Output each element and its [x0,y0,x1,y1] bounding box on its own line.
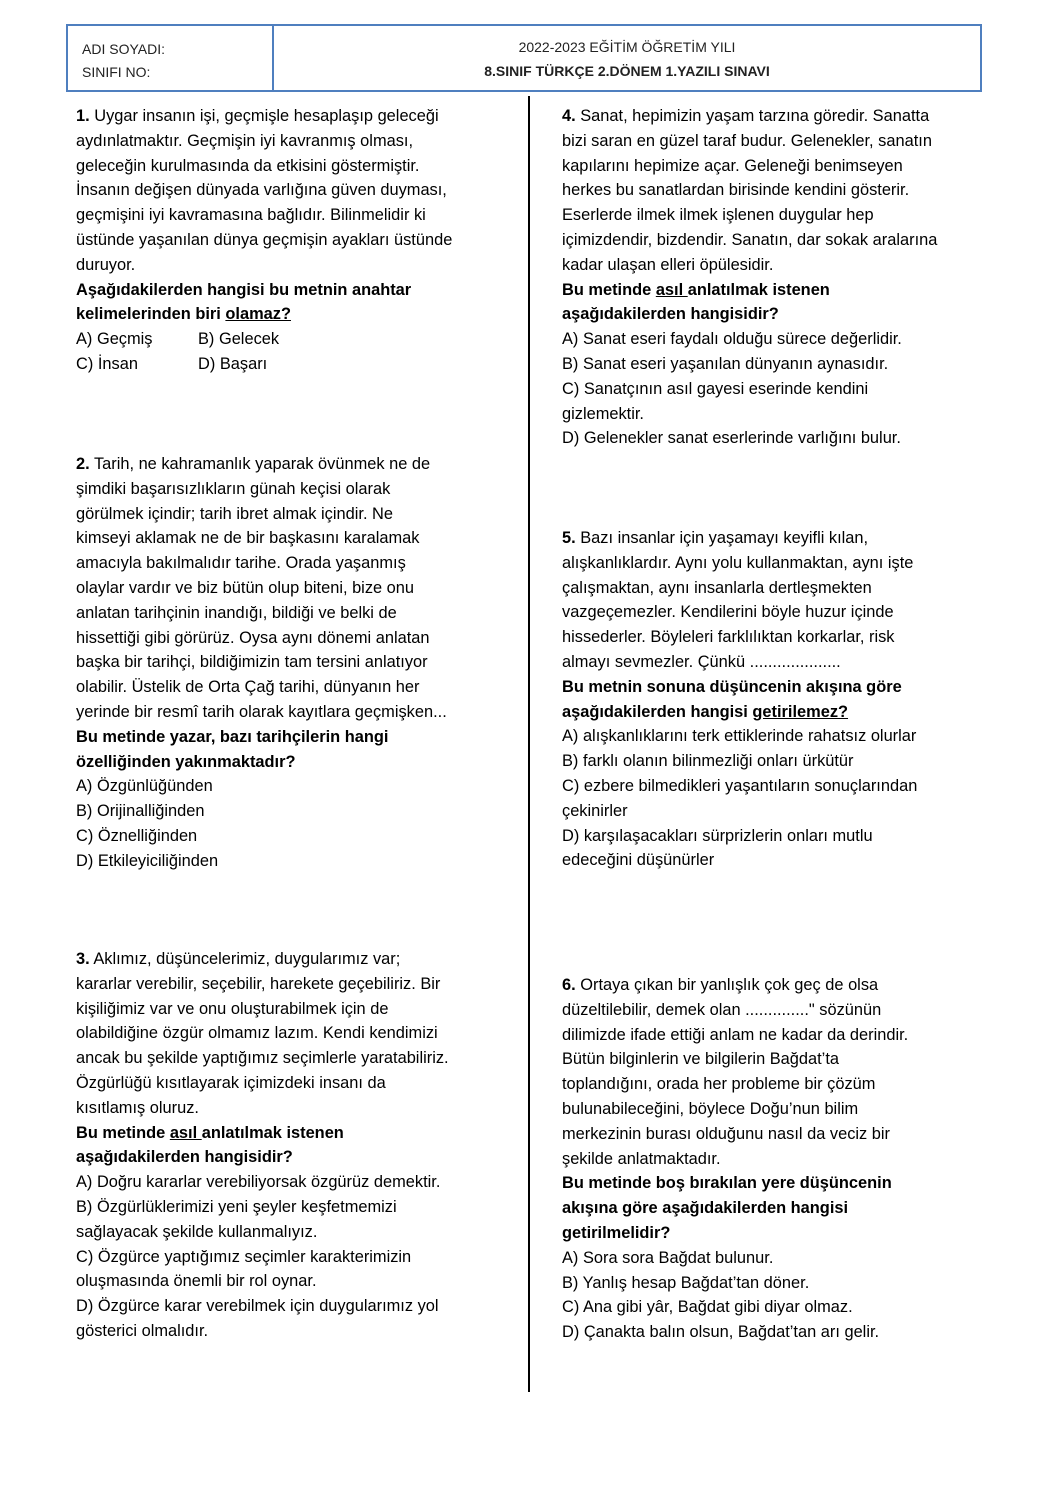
year-line: 2022-2023 EĞİTİM ÖĞRETİM YILI [518,39,736,55]
options-row [76,327,452,352]
answer-option-cont[interactable]: çekinirler [562,801,628,820]
passage-line: duruyor. [76,255,136,274]
passage-line: Bütün bilginlerin ve bilgilerin Bağdat’ta [562,1050,839,1069]
passage-line: çalışmaktan, aynı insanlarla dertleşmekten [562,578,872,597]
answer-option[interactable]: D) Özgürce karar verebilmek için duygularımız yol [76,1297,439,1316]
answer-option[interactable]: B) farklı olanın bilinmezliği onları ürkütür [562,752,854,771]
question-prompt: Bu metinde asıl anlatılmak istenen [562,280,830,299]
passage-line: yerinde bir resmî tarih olarak kayıtlara geçmişken... [76,702,447,721]
passage-line: İnsanın değişen dünyada varlığına güven duyması, [76,181,447,200]
passage-line: olabilir. Üstelik de Orta Çağ tarihi, dünyanın her [76,678,420,697]
passage-line: üstünde yaşanılan dünya geçmişin ayakları üstünde [76,230,453,249]
passage-line: Eserlerde ilmek ilmek işlenen duygular hep [562,206,874,225]
answer-option-cont[interactable]: sağlayacak şekilde kullanmalıyız. [76,1222,318,1241]
question-5 [562,526,917,873]
answer-option[interactable]: A) Özgünlüğünden [76,777,213,796]
question-prompt: Bu metinde yazar, bazı tarihçilerin hangi [76,727,389,746]
answer-option[interactable]: C) Sanatçının asıl gayesi eserinde kendini [562,379,869,398]
answer-option-cont[interactable]: oluşmasında önemli bir rol oynar. [76,1272,317,1291]
student-info [68,26,274,90]
question-prompt: aşağıdakilerden hangisidir? [76,1148,293,1167]
question-prompt: aşağıdakilerden hangisi getirilemez? [562,702,849,721]
passage-line: kadar ulaşan elleri öpülesidir. [562,255,774,274]
answer-option[interactable]: B) Sanat eseri yaşanılan dünyanın aynasıdır. [562,354,889,373]
class-label: SINIFI NO: [82,64,151,80]
exam-info [274,26,980,90]
passage-line: içimizdendir, bizdendir. Sanatın, dar sokak aralarına [562,230,938,249]
name-label: ADI SOYADI: [82,41,165,57]
passage-line: toplandığını, orada her probleme bir çözüm [562,1075,876,1094]
question-2 [76,452,447,874]
question-prompt: Bu metinde asıl anlatılmak istenen [76,1123,344,1142]
passage-line: hissederler. Böyleleri farklılıktan korkarlar, risk [562,628,895,647]
answer-option-cont[interactable]: gizlemektir. [562,404,644,423]
passage-line: bizi saran en güzel taraf budur. Gelenekler, sanatın [562,131,932,150]
answer-option-cont[interactable]: gösterici olmalıdır. [76,1321,209,1340]
answer-option[interactable]: A) alışkanlıklarını terk ettiklerinde rahatsız olurlar [562,727,917,746]
answer-option[interactable]: D) Etkileyiciliğinden [76,851,219,870]
answer-option[interactable]: A) Geçmiş [76,330,153,349]
passage-line: Sanat, hepimizin yaşam tarzına göredir. Sanatta [580,107,930,125]
answer-option[interactable]: B) Gelecek [198,330,280,349]
exam-title: 8.SINIF TÜRKÇE 2.DÖNEM 1.YAZILI SINAVI [484,63,770,79]
passage-line: herkes bu sanatlardan birisinde kendini gösterir. [562,181,910,200]
passage-line: kişiliğimiz var ve onu oluşturabilmek için de [76,999,389,1018]
passage-line: kapılarını hepimize açar. Geleneği benimseyen [562,156,903,175]
answer-option[interactable]: A) Sanat eseri faydalı olduğu sürece değerlidir. [562,330,902,349]
answer-option[interactable]: C) Özgürce yaptığımız seçimler karakterimizin [76,1247,412,1266]
passage-line: kararlar verebilir, seçebilir, harekete geçebiliriz. Bir [76,974,441,993]
question-number: 6. [562,976,576,994]
passage-line: geleceğin kurulmasında da etkisini göstermiştir. [76,156,420,175]
answer-option[interactable]: B) Özgürlüklerimizi yeni şeyler keşfetmemizi [76,1197,397,1216]
answer-option[interactable]: D) karşılaşacakları sürprizlerin onları mutlu [562,826,873,845]
passage-line: bulunabileceğini, böylece Doğu’nun bilim [562,1099,859,1118]
answer-option[interactable]: D) Gelenekler sanat eserlerinde varlığını bulur. [562,429,901,448]
question-1 [76,104,452,377]
question-number: 1. [76,107,90,125]
passage-line: olaylar vardır ve biz bütün olup biteni, bize onu [76,578,415,597]
passage-line: amacıyla bakılmalıdır tarihe. Orada yaşanmış [76,554,406,573]
question-number: 5. [562,529,576,547]
options-row [76,352,452,377]
question-4 [562,104,937,451]
answer-option[interactable]: C) Ana gibi yâr, Bağdat gibi diyar olmaz. [562,1298,853,1317]
passage-line: görülmek içindir; tarih ibret almak içindir. Ne [76,504,393,523]
answer-option[interactable]: A) Doğru kararlar verebiliyorsak özgürüz demektir. [76,1173,441,1192]
question-6 [562,973,908,1345]
answer-option[interactable]: C) Öznelliğinden [76,826,198,845]
question-prompt: Bu metnin sonuna düşüncenin akışına göre [562,677,902,696]
passage-line: düzeltilebilir, demek olan .............." sözünün [562,1000,882,1019]
question-prompt: kelimelerinden biri olamaz? [76,305,291,324]
question-prompt: özelliğinden yakınmaktadır? [76,752,296,771]
passage-line: Uygar insanın işi, geçmişle hesaplaşıp geleceği [94,107,439,125]
question-prompt: Aşağıdakilerden hangisi bu metnin anahtar [76,280,412,299]
passage-line: dilimizde ifade ettiği anlam ne kadar da derindir. [562,1025,909,1044]
passage-line: hissettiği gibi görürüz. Oysa aynı dönemi anlatan [76,628,430,647]
passage-line: anlatan tarihçinin inandığı, bildiği ve belki de [76,603,397,622]
passage-line: kısıtlamış oluruz. [76,1098,199,1117]
passage-line: olabildiğine özgür olmamız lazım. Kendi kendimizi [76,1024,438,1043]
passage-line: merkezinin burası olduğunu nasıl da veciz bir [562,1124,890,1143]
passage-line: başka bir tarihçi, bildiğimizin tam tersini anlatıyor [76,653,428,672]
answer-option[interactable]: B) Yanlış hesap Bağdat’tan döner. [562,1273,810,1292]
passage-line: vazgeçemezler. Kendilerini böyle huzur içinde [562,603,894,622]
answer-option[interactable]: D) Başarı [198,354,268,373]
passage-line: aydınlatmaktır. Geçmişin iyi kavranmış olması, [76,131,414,150]
question-prompt: akışına göre aşağıdakilerden hangisi [562,1199,849,1218]
answer-option[interactable]: B) Orijinalliğinden [76,802,205,821]
question-prompt: aşağıdakilerden hangisidir? [562,305,779,324]
answer-option[interactable]: C) İnsan [76,354,138,373]
column-divider [528,96,530,1392]
question-number: 2. [76,455,90,473]
passage-line: şekilde anlatmaktadır. [562,1149,721,1168]
question-prompt: getirilmelidir? [562,1223,671,1242]
passage-line: Tarih, ne kahramanlık yaparak övünmek ne de [93,455,431,473]
answer-option[interactable]: A) Sora sora Bağdat bulunur. [562,1248,774,1267]
header-box [66,24,982,92]
passage-line: ancak bu şekilde yaptığımız seçimlerle yaratabiliriz. [76,1049,449,1068]
passage-line: Bazı insanlar için yaşamayı keyifli kılan, [580,529,869,547]
question-number: 4. [562,107,576,125]
question-prompt: Bu metinde boş bırakılan yere düşüncenin [562,1174,892,1193]
passage-line: geçmişini iyi kavramasına bağlıdır. Bilinmelidir ki [76,206,426,225]
answer-option-cont[interactable]: edeceğini düşünürler [562,851,715,870]
question-number: 3. [76,950,90,968]
passage-line: alışkanlıklardır. Aynı yolu kullanmaktan, aynı işte [562,553,914,572]
passage-line: şimdiki başarısızlıkların günah keçisi olarak [76,479,391,498]
answer-option[interactable]: C) ezbere bilmedikleri yaşantıların sonuçlarından [562,776,918,795]
answer-option[interactable]: D) Çanakta balın olsun, Bağdat’tan arı gelir. [562,1323,880,1342]
passage-line: almayı sevmezler. Çünkü .................... [562,652,841,671]
passage-line: Özgürlüğü kısıtlayarak içimizdeki insanı da [76,1073,386,1092]
question-3 [76,947,449,1344]
passage-line: kimseyi aklamak ne de bir başkasını karalamak [76,529,420,548]
passage-line: Ortaya çıkan bir yanlışlık çok geç de olsa [580,976,879,994]
passage-line: Aklımız, düşüncelerimiz, duygularımız var; [93,950,401,968]
